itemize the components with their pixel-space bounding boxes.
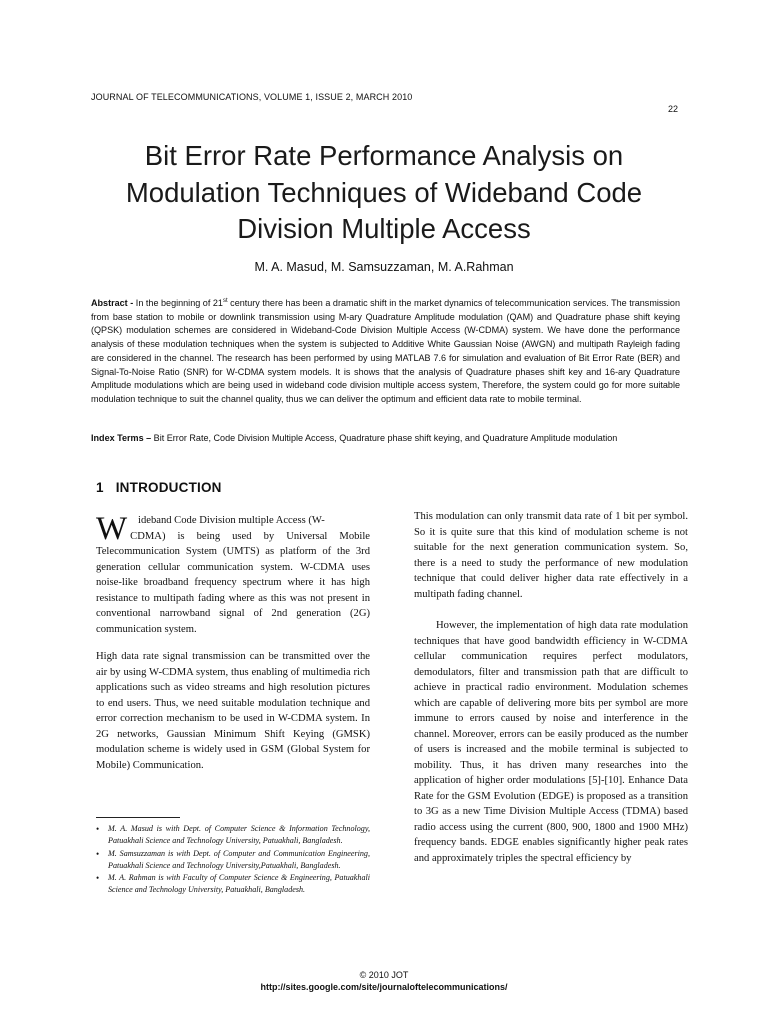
abstract-superscript: st bbox=[222, 297, 228, 304]
abstract bbox=[91, 297, 680, 407]
paper-authors: M. A. Masud, M. Samsuzzaman, M. A.Rahman bbox=[254, 260, 514, 274]
index-terms-text: Bit Error Rate, Code Division Multiple Access, Quadrature phase shift keying, and Quadrature Amplitude modulation bbox=[151, 433, 618, 443]
footnote-divider bbox=[96, 817, 180, 818]
journal-header: JOURNAL OF TELECOMMUNICATIONS, VOLUME 1, ISSUE 2, MARCH 2010 bbox=[91, 92, 413, 102]
section-title: INTRODUCTION bbox=[115, 480, 222, 495]
abstract-text-start: In the beginning of 21 bbox=[133, 298, 223, 308]
section-heading bbox=[96, 480, 222, 495]
left-column bbox=[96, 513, 370, 773]
intro-paragraph-1-first-line: ideband Code Division multiple Access (W- bbox=[138, 515, 325, 526]
page-number: 22 bbox=[668, 104, 679, 114]
index-terms-label: Index Terms – bbox=[91, 433, 152, 443]
page-footer bbox=[0, 969, 768, 993]
paper-title: Bit Error Rate Performance Analysis on Modulation Techniques of Wideband Code Division Multiple Access bbox=[125, 140, 643, 245]
footnote-item: • M. A. Rahman is with Faculty of Computer Science & Engineering, Patuakhali Science and Technology University, Patuakhali, Bangladesh. bbox=[96, 872, 370, 897]
author-affiliations bbox=[96, 823, 370, 897]
footnote-item: • M. A. Masud is with Dept. of Computer Science & Information Technology, Patuakhali Science and Technology University, Patuakhali, Bangladesh. bbox=[96, 823, 370, 848]
footer-url[interactable]: http://sites.google.com/site/journaloftelecommunications/ bbox=[260, 982, 508, 992]
intro-paragraph-2: High data rate signal transmission can be transmitted over the air by using W-CDMA system, thus enabling of multimedia rich applications such as video streams and high resolution pictures to end users. Thus, we need suitable modulation technique and error correction mechanism to be used in W-CDMA system. In 2G networks, Gaussian Minimum Shift Keying (GMSK) modulation scheme is widely used in GSM (Global System for Mobile) Communication. bbox=[96, 651, 370, 771]
index-terms bbox=[91, 433, 691, 443]
right-paragraph-1: This modulation can only transmit data rate of 1 bit per symbol. So it is quite sure that this kind of modulation scheme is not suitable for the next generation communication system. So, there is a need to study the performance of new modulation technique that could deliver higher data rate effectively in a multipath fading channel. bbox=[414, 511, 688, 600]
right-column bbox=[414, 509, 688, 866]
section-number: 1 bbox=[96, 480, 104, 495]
intro-paragraph-1 bbox=[96, 513, 370, 637]
footer-copyright: © 2010 JOT bbox=[359, 970, 409, 980]
footnote-item: • M. Samsuzzaman is with Dept. of Computer and Communication Engineering, Patuakhali Science and Technology University,Patuakhali, Bangladesh. bbox=[96, 848, 370, 873]
right-paragraph-2: However, the implementation of high data rate modulation techniques that have good bandwidth efficiency in W-CDMA cellular communication requires perfect modulators, demodulators, filter and transmission path that are difficult to achieve in practical radio environment. Modulation schemes which are capable of delivering more bits per symbol are more immune to errors caused by noise and interference in the channel. Moreover, errors can be easily produced as the number of users is increased and the mobile terminal is subjected to mobility. Thus, it has driven many researches into the application of higher order modulations [5]-[10]. Enhance Data Rate for the GSM Evolution (EDGE) is proposed as a transition to 3G as a new Time Division Multiple Access (TDMA) based radio access using the current (800, 900, 1800 and 1900 MHz) frequency bands. EDGE enables significantly higher peak rates and approximately triples the spectral efficiency by bbox=[414, 620, 688, 864]
drop-cap: W bbox=[96, 511, 128, 547]
abstract-label: Abstract - bbox=[91, 298, 134, 308]
abstract-text: century there has been a dramatic shift in the market dynamics of telecommunication services. The transmission from base station to mobile or downlink transmission using M-ary Quadrature Amplitude modulation (QAM) and Quadrature phase shift keying (QPSK) modulation schemes are considered in Wideband-Code Division Multiple Access (W-CDMA) system. We have done the performance analysis of these modulation techniques when the system is subjected to Additive White Gaussian Noise (AWGN) and multipath Rayleigh fading are considered in the channel. The research has been performed by using MATLAB 7.6 for simulation and evaluation of Bit Error Rate (BER) and Signal-To-Noise Ratio (SNR) for W-CDMA system models. It is shows that the analysis of Quadrature phases shift key and 16-ary Quadrature Amplitude modulations which are being used in wideband code division multiple access system, Therefore, the system could go for more suitable modulation technique to suit the channel quality, thus we can deliver the optimum and efficient data rate to mobile terminal. bbox=[91, 298, 680, 404]
intro-paragraph-1-text: CDMA) is being used by Universal Mobile Telecommunication System (UMTS) as platform of the 3rd generation cellular communication system. W-CDMA uses noise-like broadband frequency spectrum where it has high resistance to multipath fading where as this was not present in conventional narrowband signal of 2nd generation (2G) communication system. bbox=[96, 530, 370, 635]
